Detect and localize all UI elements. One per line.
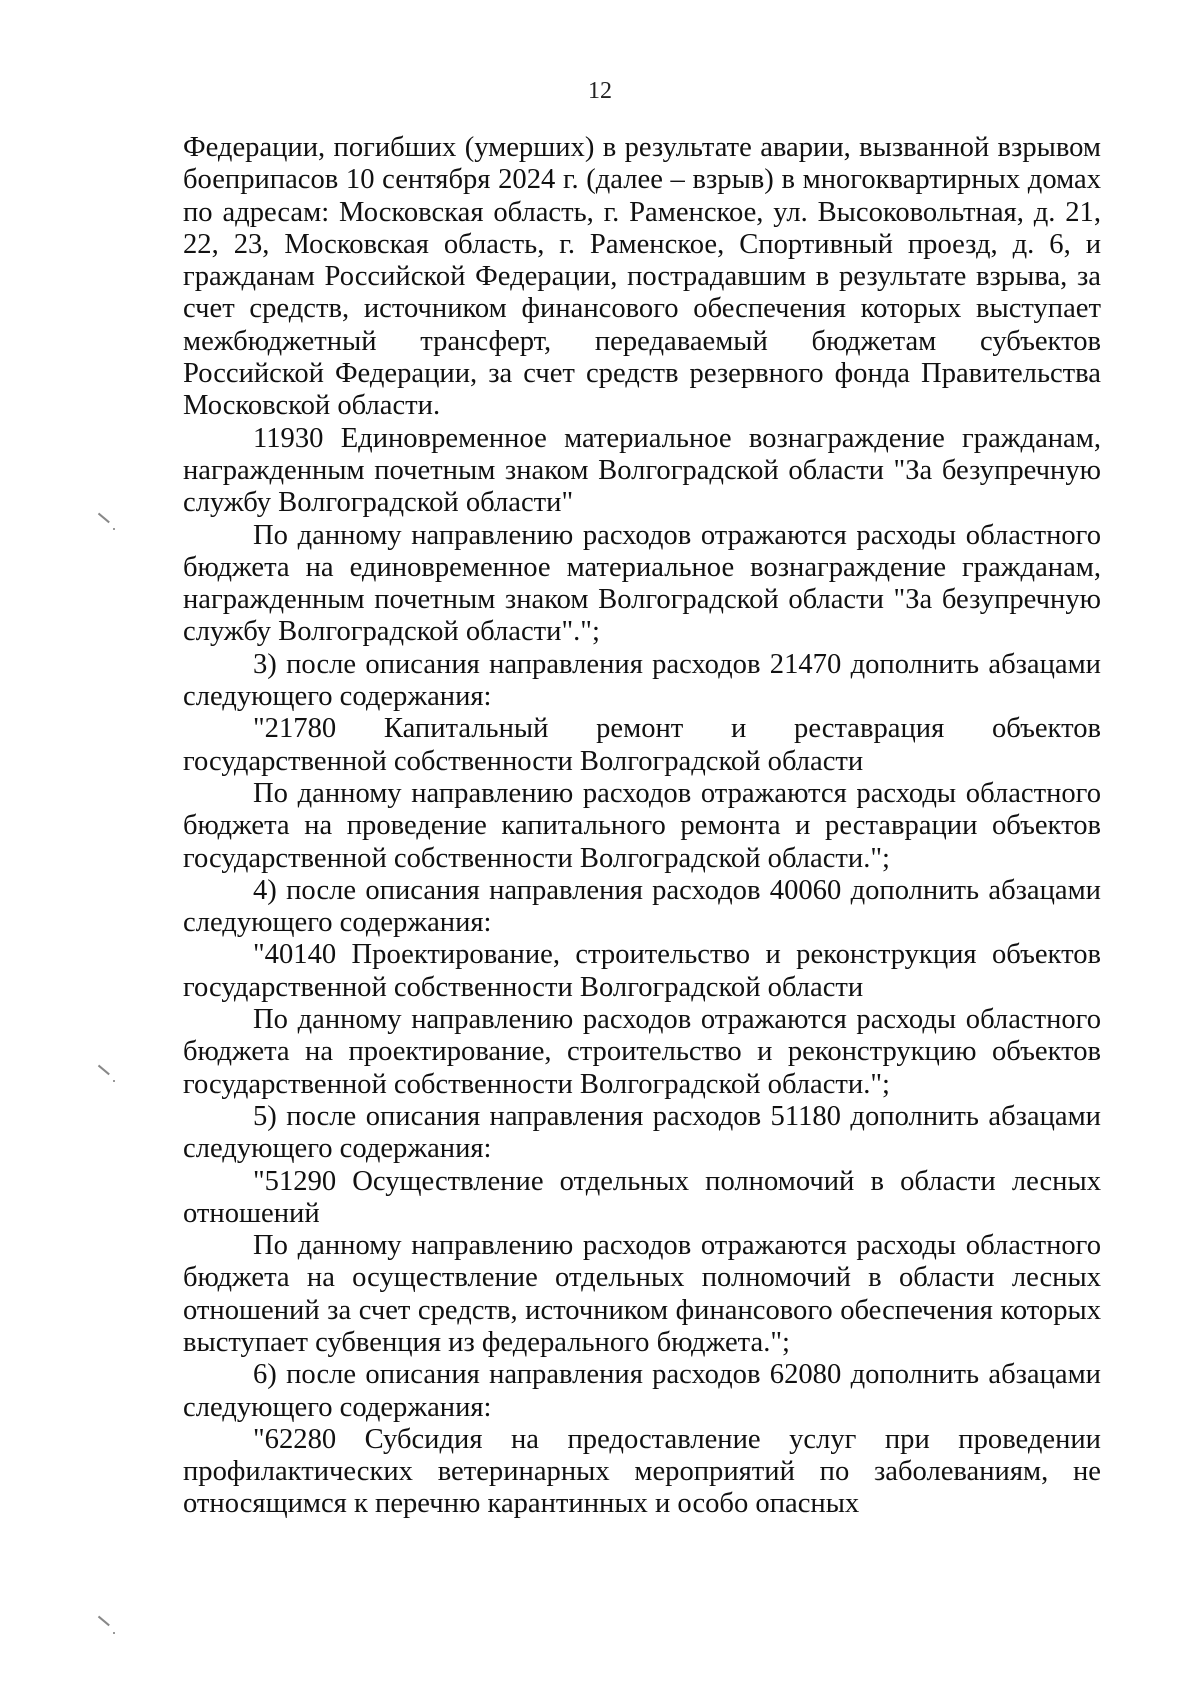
scan-mark-dot [113, 1080, 115, 1082]
paragraph-7: 4) после описания направления расходов 40060 дополнить абзацами следующего содержания: [183, 874, 1101, 939]
paragraph-9: По данному направлению расходов отражаются расходы областного бюджета на проектирование, строительство и реконструкцию объектов государственной собственности Волгоградской области."; [183, 1004, 1101, 1100]
paragraph-1: Федерации, погибших (умерших) в результате аварии, вызванной взрывом боеприпасов 10 сентября 2024 г. (далее – взрыв) в многоквартирных домах по адресам: Московская область, г. Раменское, ул. Высоковольтная, д. 21, 22, 23, Московская область, г. Раменское, Спортивный проезд, д. 6, и гражданам Российской Федерации, пострадавшим в результате взрыва, за счет средств, источником финансового обеспечения которых выступает межбюджетный трансферт, передаваемый бюджетам субъектов Российской Федерации, за счет средств резервного фонда Правительства Московской области. [183, 132, 1101, 422]
paragraph-12: По данному направлению расходов отражаются расходы областного бюджета на осуществление отдельных полномочий в области лесных отношений за счет средств, источником финансового обеспечения которых выступает субвенция из федерального бюджета."; [183, 1230, 1101, 1358]
scan-mark-dot [113, 1632, 115, 1634]
paragraph-13: 6) после описания направления расходов 62080 дополнить абзацами следующего содержания: [183, 1359, 1101, 1423]
paragraph-8: "40140 Проектирование, строительство и реконструкция объектов государственной собственности Волгоградской области [183, 939, 1101, 1003]
scan-mark-dot [113, 528, 115, 530]
paragraph-4: 3) после описания направления расходов 21470 дополнить абзацами следующего содержания: [183, 648, 1101, 713]
scan-mark [98, 513, 110, 523]
scan-mark [98, 1616, 110, 1626]
scan-mark [98, 1065, 110, 1075]
paragraph-14: "62280 Субсидия на предоставление услуг при проведении профилактических ветеринарных мероприятий по заболеваниям, не относящимся к перечню карантинных и особо опасных [183, 1423, 1101, 1520]
paragraph-3: По данному направлению расходов отражаются расходы областного бюджета на единовременное материальное вознаграждение гражданам, награжденным почетным знаком Волгоградской области "За безупречную службу Волгоградской области"."; [183, 519, 1101, 648]
paragraph-5: "21780 Капитальный ремонт и реставрация объектов государственной собственности Волгоградской области [183, 713, 1101, 777]
paragraph-2: 11930 Единовременное материальное вознаграждение гражданам, награжденным почетным знаком Волгоградской области "За безупречную службу Волгоградской области" [183, 422, 1101, 519]
paragraph-11: "51290 Осуществление отдельных полномочий в области лесных отношений [183, 1165, 1101, 1229]
paragraph-10: 5) после описания направления расходов 51180 дополнить абзацами следующего содержания: [183, 1100, 1101, 1165]
paragraph-6: По данному направлению расходов отражаются расходы областного бюджета на проведение капитального ремонта и реставрации объектов государственной собственности Волгоградской области."; [183, 777, 1101, 874]
document-body [183, 132, 1101, 1521]
page-number: 12 [588, 78, 612, 104]
